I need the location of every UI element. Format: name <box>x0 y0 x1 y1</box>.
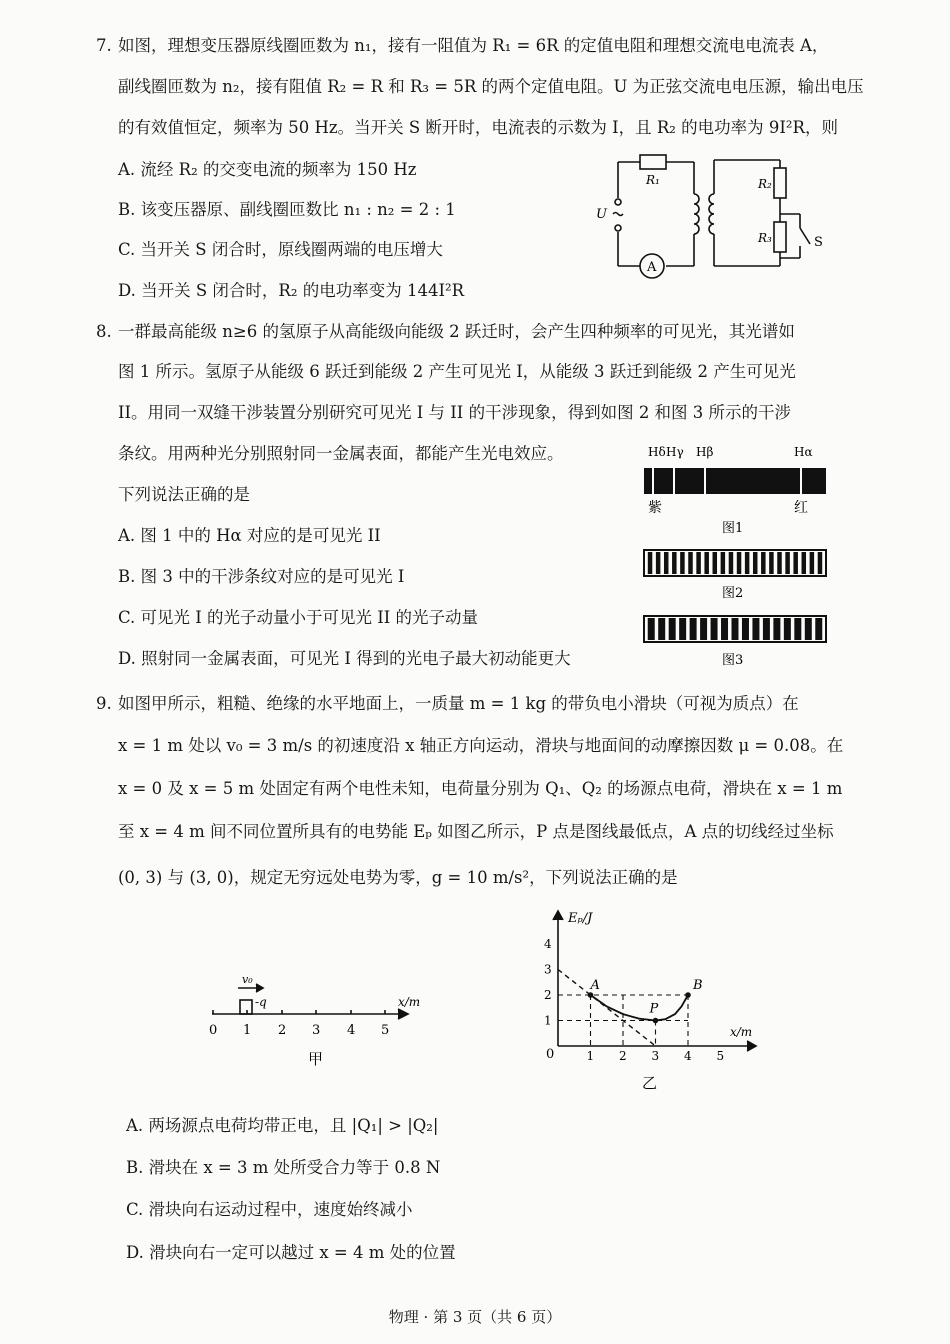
fringes2-bar <box>729 552 734 574</box>
yi-point-label-b: B <box>693 978 703 993</box>
yi-x-tick: 4 <box>684 1049 692 1063</box>
label-r3: R₃ <box>758 231 772 245</box>
fringes2-bar <box>802 552 807 574</box>
jia-tick-2: 2 <box>278 1023 287 1038</box>
yi-point-label-p: P <box>649 1001 659 1017</box>
fringes3-bar <box>690 618 697 640</box>
yi-point-p <box>653 1018 659 1024</box>
yi-x-arrow <box>747 1041 756 1051</box>
yi-point-b <box>685 992 691 998</box>
fringes3-bar <box>805 618 812 640</box>
fringes3-bar <box>648 618 655 640</box>
fringes3-bar <box>794 618 801 640</box>
yi-y-label: Eₚ/J <box>568 911 593 926</box>
fringes2-bar <box>680 552 685 574</box>
fringes2-bar <box>810 552 815 574</box>
fig3-fringes <box>648 618 823 640</box>
yi-point-label-a: A <box>590 978 600 993</box>
fringes3-bar <box>721 618 728 640</box>
q9-number: 9. <box>96 694 112 713</box>
q8-line-3: II。用同一双缝干涉装置分别研究可见光 I 与 II 的干涉现象，得到如图 2 和图 3 所示的干涉 <box>118 403 792 422</box>
fig1-caption: 图1 <box>722 521 744 536</box>
q7-line-2: 副线圈匝数为 n₂，接有阻值 R₂ = R 和 R₃ = 5R 的两个定值电阻。U 为正弦交流电电压源，输出电压 <box>118 77 864 96</box>
fig2-fringe-frame <box>644 550 826 576</box>
spectrum-line-delta <box>652 468 654 494</box>
label-switch: S <box>814 235 823 250</box>
resistor-r1 <box>640 155 666 169</box>
yi-y-arrow <box>553 911 563 920</box>
q9-option-b: B. 滑块在 x = 3 m 处所受合力等于 0.8 N <box>126 1158 441 1177</box>
q7-option-d: D. 当开关 S 闭合时，R₂ 的电功率变为 144I²R <box>118 281 465 300</box>
jia-tick-4: 4 <box>347 1023 356 1038</box>
yi-y-tick: 4 <box>544 937 552 951</box>
spectrum-label-alpha: Hα <box>794 445 813 459</box>
q9-option-d: D. 滑块向右一定可以越过 x = 4 m 处的位置 <box>126 1243 456 1262</box>
q7-circuit-diagram <box>588 148 828 288</box>
jia-tick-3: 3 <box>312 1023 321 1038</box>
q9-line-2: x = 1 m 处以 v₀ = 3 m/s 的初速度沿 x 轴正方向运动，滑块与地面间的动摩擦因数 μ = 0.08。在 <box>118 736 844 755</box>
fringes2-bar <box>769 552 774 574</box>
q8-option-b: B. 图 3 中的干涉条纹对应的是可见光 I <box>118 567 405 586</box>
fringes3-bar <box>742 618 749 640</box>
q9-fig-jia <box>198 970 438 1080</box>
fringes3-bar <box>784 618 791 640</box>
fringes2-bar <box>704 552 709 574</box>
yi-x-tick: 5 <box>716 1049 725 1063</box>
jia-axis-label: x/m <box>398 995 421 1009</box>
fringes3-bar <box>658 618 665 640</box>
resistor-r2 <box>774 168 786 198</box>
fringes3-bar <box>752 618 759 640</box>
fringes3-bar <box>732 618 739 640</box>
switch-s <box>800 228 810 244</box>
yi-y-tick: 2 <box>544 988 552 1002</box>
yi-x-tick: 1 <box>586 1049 595 1063</box>
spectrum-label-beta: Hβ <box>696 445 714 459</box>
spectrum-violet-label: 紫 <box>648 500 662 516</box>
q8-line-2: 图 1 所示。氢原子从能级 6 跃迁到能级 2 产生可见光 I，从能级 3 跃迁到能级 2 产生可见光 <box>118 362 796 381</box>
spectrum-bar <box>644 468 826 494</box>
yi-caption: 乙 <box>642 1074 658 1092</box>
q7-option-c: C. 当开关 S 闭合时，原线圈两端的电压增大 <box>118 240 443 259</box>
slider-block <box>240 1000 252 1014</box>
fringes3-bar <box>669 618 676 640</box>
fig3-caption: 图3 <box>722 653 744 668</box>
yi-y-tick: 3 <box>544 962 552 977</box>
q7-option-b: B. 该变压器原、副线圈匝数比 n₁ : n₂ = 2 : 1 <box>118 200 456 219</box>
spectrum-line-beta <box>704 468 706 494</box>
q9-option-c: C. 滑块向右运动过程中，速度始终减小 <box>126 1200 413 1219</box>
q9-option-a: A. 两场源点电荷均带正电，且 |Q₁| > |Q₂| <box>126 1116 439 1135</box>
q9-line-4: 至 x = 4 m 间不同位置所具有的电势能 Eₚ 如图乙所示，P 点是图线最低点，A 点的切线经过坐标 <box>118 822 834 841</box>
yi-origin: 0 <box>546 1047 555 1062</box>
yi-ep-curve <box>591 995 689 1021</box>
fringes2-bar <box>745 552 750 574</box>
label-u: U <box>596 207 607 222</box>
page-footer: 物理 · 第 3 页（共 6 页） <box>388 1308 562 1326</box>
q8-option-a: A. 图 1 中的 Hα 对应的是可见光 II <box>118 526 381 545</box>
yi-x-label: x/m <box>730 1025 753 1039</box>
fringes3-bar <box>815 618 822 640</box>
yi-x-tick: 3 <box>651 1049 660 1063</box>
fringes2-bar <box>753 552 758 574</box>
fringes3-bar <box>763 618 770 640</box>
yi-x-tick: 2 <box>619 1049 627 1063</box>
fringes2-bar <box>737 552 742 574</box>
q8-line-4: 条纹。用两种光分别照射同一金属表面，都能产生光电效应。 <box>118 444 564 463</box>
fringes2-bar <box>664 552 669 574</box>
fringes2-bar <box>648 552 653 574</box>
q8-line-1: 一群最高能级 n≥6 的氢原子从高能级向能级 2 跃迁时，会产生四种频率的可见光，其光谱如 <box>118 322 795 341</box>
spectrum-red-label: 红 <box>794 500 808 516</box>
q9-chart-yi <box>530 908 770 1098</box>
fringes2-bar <box>688 552 693 574</box>
fringes2-bar <box>672 552 677 574</box>
fringes2-bar <box>785 552 790 574</box>
q7-line-1: 如图，理想变压器原线圈匝数为 n₁，接有一阻值为 R₁ = 6R 的定值电阻和理想交流电电流表 A， <box>118 36 829 55</box>
spectrum-line-gamma <box>673 468 675 494</box>
q9-line-3: x = 0 及 x = 5 m 处固定有两个电性未知，电荷量分别为 Q₁、Q₂ 的场源点电荷，滑块在 x = 1 m <box>118 779 843 798</box>
fringes3-bar <box>700 618 707 640</box>
resistor-r3 <box>774 222 786 252</box>
fringes3-bar <box>679 618 686 640</box>
fringes2-bar <box>656 552 661 574</box>
fringes2-bar <box>818 552 823 574</box>
jia-charge-label: -q <box>255 995 267 1009</box>
q8-number: 8. <box>96 322 112 341</box>
fringes2-bar <box>777 552 782 574</box>
jia-caption: 甲 <box>308 1050 324 1068</box>
jia-tick-0: 0 <box>209 1023 218 1038</box>
label-r2: R₂ <box>758 177 772 191</box>
spectrum-label-gamma: Hγ <box>666 445 684 459</box>
yi-y-tick: 1 <box>544 1013 552 1028</box>
label-r1: R₁ <box>646 173 660 187</box>
q7-number: 7. <box>96 36 112 55</box>
fringes3-bar <box>711 618 718 640</box>
q7-line-3: 的有效值恒定，频率为 50 Hz。当开关 S 断开时，电流表的示数为 I，且 R₂ 的电功率为 9I²R，则 <box>118 118 838 137</box>
fringes2-bar <box>761 552 766 574</box>
q8-figures <box>630 440 840 672</box>
jia-v0-label: v₀ <box>242 973 253 986</box>
fringes2-bar <box>696 552 701 574</box>
label-ammeter: A <box>647 260 657 275</box>
q8-option-d: D. 照射同一金属表面，可见光 I 得到的光电子最大初动能更大 <box>118 649 571 668</box>
spectrum-line-alpha <box>800 468 802 494</box>
q8-option-c: C. 可见光 I 的光子动量小于可见光 II 的光子动量 <box>118 608 479 627</box>
yi-tangent-line <box>558 970 656 1047</box>
fringes2-bar <box>721 552 726 574</box>
jia-tick-5: 5 <box>381 1023 390 1038</box>
jia-tick-1: 1 <box>243 1023 252 1038</box>
q9-line-5: (0, 3) 与 (3, 0)，规定无穷远处电势为零，g = 10 m/s²，下列说法正确的是 <box>118 868 678 887</box>
fig2-caption: 图2 <box>722 586 744 601</box>
fringes2-bar <box>713 552 718 574</box>
q9-line-1: 如图甲所示，粗糙、绝缘的水平地面上，一质量 m = 1 kg 的带负电小滑块（可视为质点）在 <box>118 694 799 713</box>
fringes3-bar <box>773 618 780 640</box>
fringes2-bar <box>793 552 798 574</box>
yi-tick-labels <box>544 937 724 1063</box>
q8-line-5: 下列说法正确的是 <box>118 485 250 504</box>
spectrum-label-delta: Hδ <box>648 445 666 459</box>
q7-option-a: A. 流经 R₂ 的交变电流的频率为 150 Hz <box>118 160 417 179</box>
yi-point-a <box>588 992 594 998</box>
